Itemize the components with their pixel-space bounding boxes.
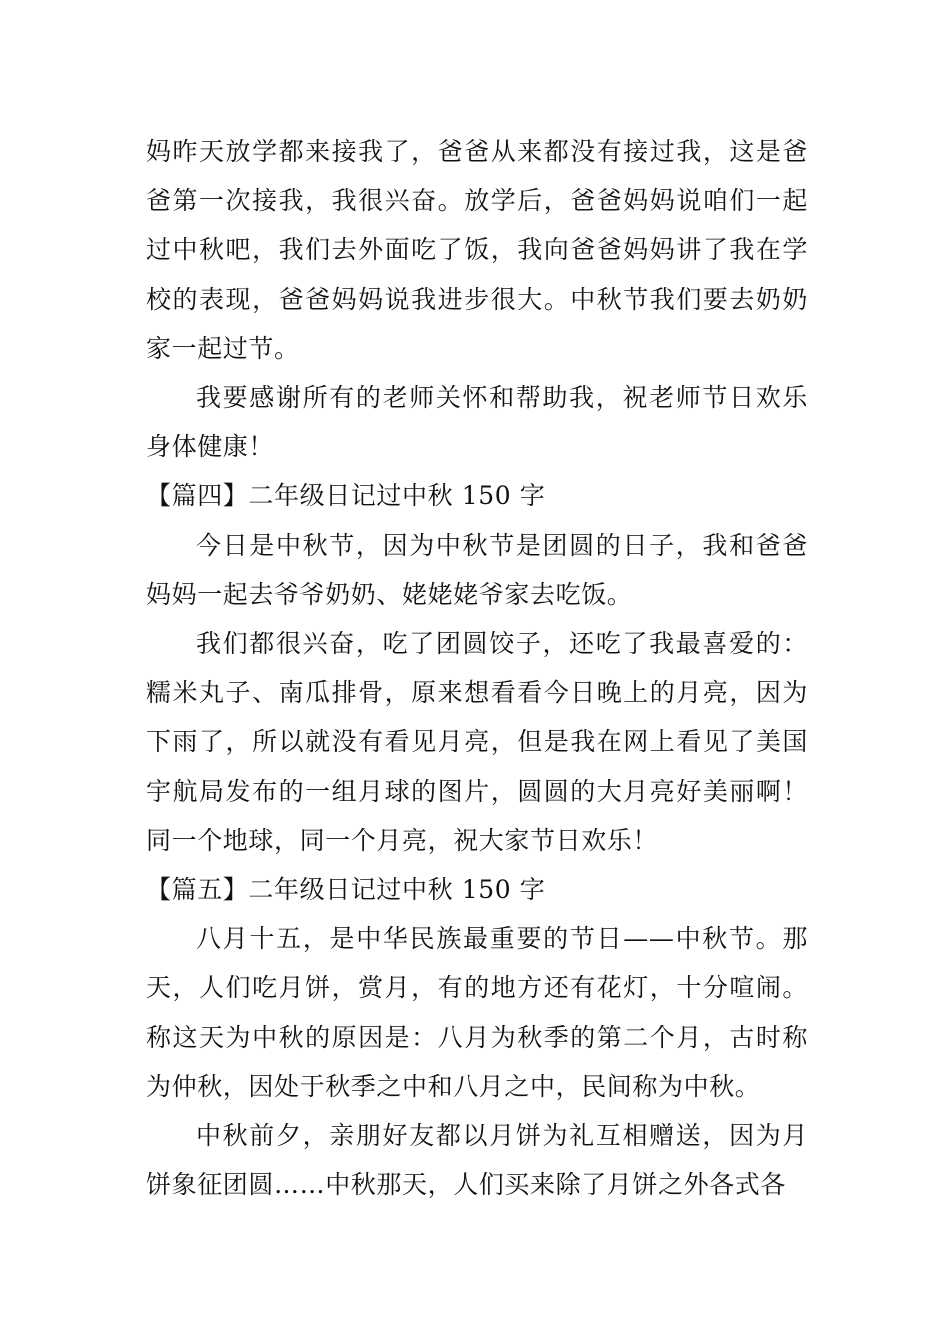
paragraph-1: 妈昨天放学都来接我了，爸爸从来都没有接过我，这是爸爸第一次接我，我很兴奋。放学后，爸爸妈妈说咱们一起过中秋吧，我们去外面吃了饭，我向爸爸妈妈讲了我在学校的表现，爸爸妈妈说我进步很大。中秋节我们要去奶奶家一起过节。 bbox=[146, 137, 808, 363]
paragraph-6: 中秋前夕，亲朋好友都以月饼为礼互相赠送，因为月饼象征团圆……中秋那天，人们买来除了月饼之外各式各 bbox=[146, 1121, 808, 1200]
section-heading-4: 【篇四】二年级日记过中秋 150 字 bbox=[146, 481, 546, 511]
paragraph-5: 八月十五，是中华民族最重要的节日——中秋节。那天，人们吃月饼，赏月，有的地方还有花灯，十分喧闹。称这天为中秋的原因是：八月为秋季的第二个月，古时称为仲秋，因处于秋季之中和八月之中，民间称为中秋。 bbox=[146, 924, 808, 1101]
paragraph-4: 我们都很兴奋，吃了团圆饺子，还吃了我最喜爱的：糯米丸子、南瓜排骨，原来想看看今日晚上的月亮，因为下雨了，所以就没有看见月亮，但是我在网上看见了美国宇航局发布的一组月球的图片，圆圆的大月亮好美丽啊！同一个地球，同一个月亮，祝大家节日欢乐！ bbox=[146, 629, 808, 855]
document-body bbox=[146, 127, 808, 1209]
paragraph-2: 我要感谢所有的老师关怀和帮助我，祝老师节日欢乐身体健康！ bbox=[146, 383, 808, 462]
section-heading-5: 【篇五】二年级日记过中秋 150 字 bbox=[146, 875, 546, 905]
paragraph-3: 今日是中秋节，因为中秋节是团圆的日子，我和爸爸妈妈一起去爷爷奶奶、姥姥姥爷家去吃饭。 bbox=[146, 530, 808, 609]
